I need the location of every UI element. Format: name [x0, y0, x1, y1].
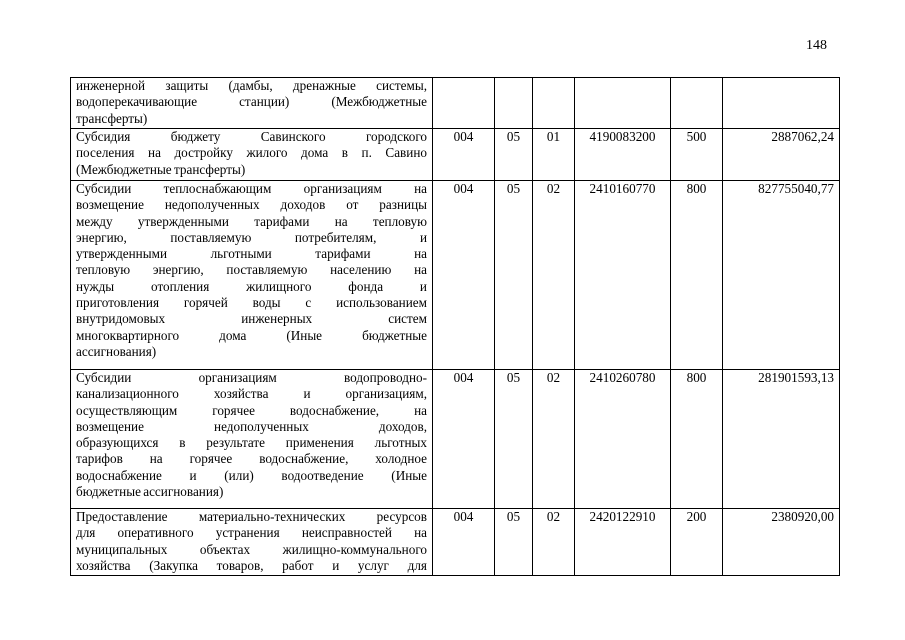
expense-name-line: тарифов на горячее водоснабжение, холодное: [76, 451, 427, 467]
ministry-code-cell: 004: [433, 181, 495, 370]
section-code-cell: 05: [495, 181, 533, 370]
expense-name-line: между утвержденными тарифами на тепловую: [76, 213, 427, 229]
expense-name-line: образующихся в результате применения льготных: [76, 435, 427, 451]
section-code-cell: 05: [495, 129, 533, 181]
page-number: 148: [806, 38, 827, 53]
ministry-code-cell: 004: [433, 509, 495, 576]
expense-name-line: бюджетные ассигнования): [76, 484, 224, 500]
ministry-code-cell: [433, 78, 495, 129]
expense-name-cell: [71, 78, 433, 129]
ministry-code-cell: 004: [433, 129, 495, 181]
expense-name-line: внутридомовых инженерных систем: [76, 311, 427, 327]
expense-name-line: (Межбюджетные трансферты): [76, 161, 246, 177]
target-article-cell: 4190083200: [575, 129, 671, 181]
table-row: [71, 370, 840, 509]
expense-name-line: осуществляющим горячее водоснабжение, на: [76, 402, 427, 418]
section-code-cell: 05: [495, 370, 533, 509]
expense-name-line: водоснабжение и (или) водоотведение (Иные: [76, 467, 427, 483]
expense-type-cell: 800: [671, 370, 723, 509]
subsection-code-cell: 02: [533, 181, 575, 370]
expense-name-line: возмещение недополученных доходов от разницы: [76, 197, 427, 213]
expense-name-line: инженерной защиты (дамбы, дренажные системы,: [76, 78, 427, 93]
amount-cell: 2887062,24: [723, 129, 840, 181]
expense-name-line: энергию, поставляемую потребителям, и: [76, 229, 427, 245]
budget-table: [70, 77, 840, 576]
expense-type-cell: [671, 78, 723, 129]
subsection-code-cell: [533, 78, 575, 129]
subsection-code-cell: 02: [533, 509, 575, 576]
expense-name-line: нужды отопления жилищного фонда и: [76, 278, 427, 294]
amount-cell: [723, 78, 840, 129]
expense-name-line: ассигнования): [76, 343, 157, 359]
table-row: [71, 509, 840, 576]
expense-name-line: Предоставление материально-технических ресурсов: [76, 509, 427, 524]
expense-name-line: Субсидии организациям водопроводно-: [76, 370, 427, 385]
expense-name-line: для оперативного устранения неисправностей на: [76, 525, 427, 541]
expense-name-line: приготовления горячей воды с использованием: [76, 295, 427, 311]
subsection-code-cell: 01: [533, 129, 575, 181]
target-article-cell: [575, 78, 671, 129]
target-article-cell: 2420122910: [575, 509, 671, 576]
expense-name-line: многоквартирного дома (Иные бюджетные: [76, 327, 427, 343]
expense-name-line: канализационного хозяйства и организациям,: [76, 386, 427, 402]
expense-name-cell: [71, 370, 433, 509]
target-article-cell: 2410160770: [575, 181, 671, 370]
expense-name-line: муниципальных объектах жилищно-коммунального: [76, 541, 427, 557]
expense-name-line: Субсидия бюджету Савинского городского: [76, 129, 427, 144]
table-row: [71, 129, 840, 181]
table-row: [71, 181, 840, 370]
expense-name-line: хозяйства (Закупка товаров, работ и услуг для: [76, 557, 427, 573]
section-code-cell: [495, 78, 533, 129]
section-code-cell: 05: [495, 509, 533, 576]
amount-cell: 827755040,77: [723, 181, 840, 370]
expense-name-cell: [71, 181, 433, 370]
table-body: [71, 78, 840, 576]
expense-name-line: возмещение недополученных доходов,: [76, 418, 427, 434]
subsection-code-cell: 02: [533, 370, 575, 509]
expense-name-line: Субсидии теплоснабжающим организациям на: [76, 181, 427, 196]
expense-name-line: трансферты): [76, 110, 148, 126]
ministry-code-cell: 004: [433, 370, 495, 509]
expense-name-cell: [71, 129, 433, 181]
amount-cell: 2380920,00: [723, 509, 840, 576]
expense-name-line: водоперекачивающие станции) (Межбюджетные: [76, 94, 427, 110]
expense-name-line: утвержденными льготными тарифами на: [76, 246, 427, 262]
target-article-cell: 2410260780: [575, 370, 671, 509]
expense-type-cell: 800: [671, 181, 723, 370]
expense-type-cell: 200: [671, 509, 723, 576]
expense-name-cell: [71, 509, 433, 576]
expense-name-line: поселения на достройку жилого дома в п. Савино: [76, 145, 427, 161]
expense-name-line: тепловую энергию, поставляемую населению на: [76, 262, 427, 278]
amount-cell: 281901593,13: [723, 370, 840, 509]
table-row: [71, 78, 840, 129]
expense-type-cell: 500: [671, 129, 723, 181]
